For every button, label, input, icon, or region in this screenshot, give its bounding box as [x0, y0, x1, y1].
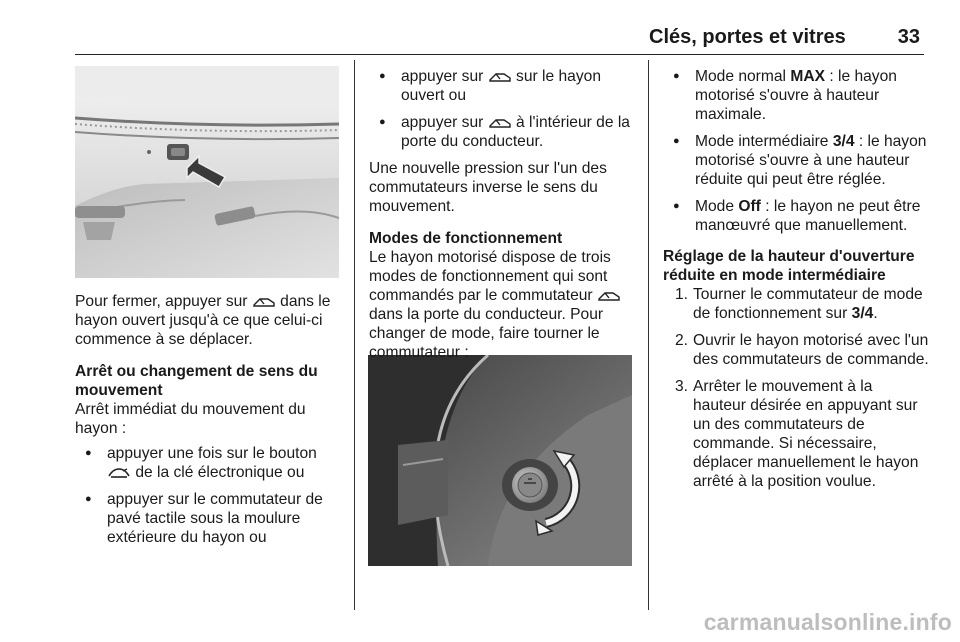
list-item: ● appuyer une fois sur le bouton de la clé électronique ou [75, 444, 343, 482]
header-rule [75, 54, 924, 55]
modes-bullet-list [663, 67, 929, 235]
reverse-bullet-list [369, 67, 639, 151]
watermark: carmanualsonline.info [703, 609, 952, 635]
tailgate-illustration [75, 66, 339, 278]
list-item: ● Mode normal MAX : le hayon motorisé s'ouvre à hauteur maximale. [663, 67, 929, 124]
list-item: ● Mode Off : le hayon ne peut être manœuvré que manuellement. [663, 197, 929, 235]
key-tailgate-icon [107, 467, 131, 479]
column-3 [663, 67, 929, 499]
section-heading-modes: Modes de fonctionnement [369, 230, 563, 247]
height-steps-list [663, 285, 929, 491]
close-instruction: Pour fermer, appuyer sur dans le hayon ouvert jusqu'à ce que celui-ci commence à se déplacer. [75, 293, 331, 348]
column-divider-2 [648, 60, 649, 610]
stop-intro: Arrêt immédiat du mouvement du hayon : [75, 401, 306, 437]
page-number: 33 [897, 26, 920, 48]
list-item: ● Mode intermédiaire 3/4 : le hayon motorisé s'ouvre à une hauteur réduite qui peut être réglée. [663, 132, 929, 189]
section-heading-stop: Arrêt ou changement de sens du mouvement [75, 363, 318, 399]
modes-paragraph: Le hayon motorisé dispose de trois modes de fonctionnement qui sont commandés par le commutateur dans la porte du conducteur. Pour changer de mode, faire tourner le commutateur : [369, 248, 639, 362]
stop-bullet-list [75, 444, 343, 547]
tailgate-photo [75, 66, 339, 278]
door-switch-photo [368, 355, 632, 566]
door-switch-illustration [368, 355, 632, 566]
list-item: 3. Arrêter le mouvement à la hauteur désirée en appuyant sur un des commutateurs de commande. Si nécessaire, déplacer manuellement le hayon arrêté à la position voulue. [675, 378, 919, 490]
column-divider-1 [354, 60, 355, 610]
column-2 [369, 67, 639, 362]
list-item: 1. Tourner le commutateur de mode de fonctionnement sur 3/4. [675, 286, 923, 322]
page-title: Clés, portes et vitres [649, 26, 846, 48]
list-item: ● appuyer sur à l'intérieur de la porte du conducteur. [369, 113, 639, 151]
section-heading-height: Réglage de la hauteur d'ouverture réduite en mode intermédiaire [663, 248, 915, 284]
tailgate-button-icon [252, 296, 276, 308]
list-item: 2. Ouvrir le hayon motorisé avec l'un des commutateurs de commande. [675, 332, 929, 368]
tailgate-button-icon [597, 290, 621, 302]
reverse-paragraph: Une nouvelle pression sur l'un des commutateurs inverse le sens du mouvement. [369, 160, 607, 215]
column-1 [75, 292, 343, 555]
list-item: ● appuyer sur sur le hayon ouvert ou [369, 67, 639, 105]
tailgate-button-icon [488, 71, 512, 83]
list-item: ● appuyer sur le commutateur de pavé tactile sous la moulure extérieure du hayon ou [75, 490, 343, 547]
tailgate-button-icon [488, 117, 512, 129]
page-header [649, 26, 920, 49]
